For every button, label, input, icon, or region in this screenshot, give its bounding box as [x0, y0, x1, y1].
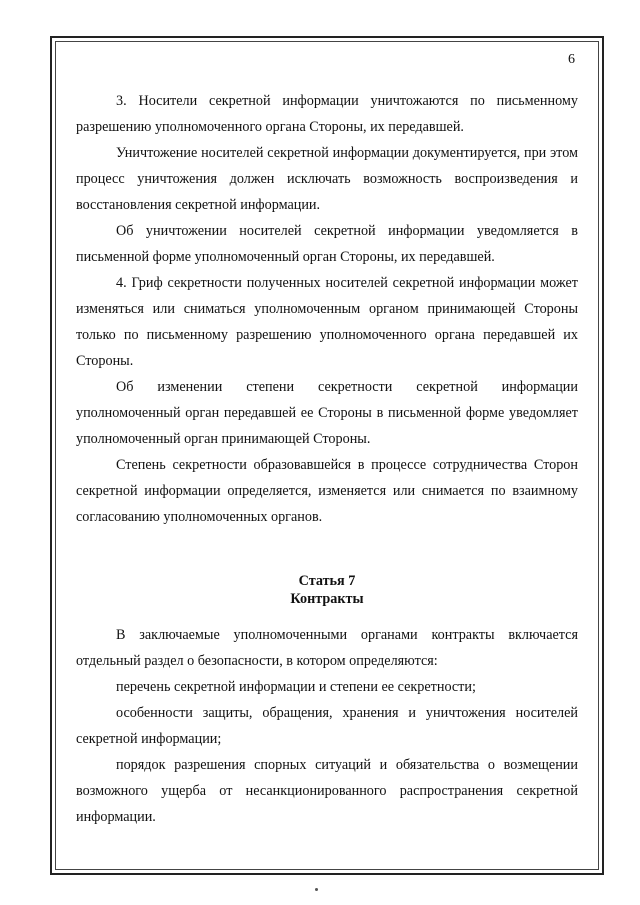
- paragraph: 4. Гриф секретности полученных носителей секретной информации может изменяться или сниматься уполномоченным органом принимающей Стороны только по письменному разрешению уполномоченного органа передавшей их Стороны.: [76, 275, 578, 369]
- paragraph: перечень секретной информации и степени ее секретности;: [116, 679, 476, 695]
- article-number: Статья 7: [298, 573, 356, 589]
- scan-dot: [315, 888, 318, 891]
- paragraph: 3. Носители секретной информации уничтожаются по письменному разрешению уполномоченного органа Стороны, их передавшей.: [76, 93, 578, 135]
- paragraph: особенности защиты, обращения, хранения и уничтожения носителей секретной информации;: [76, 705, 578, 747]
- text-block-lower: [76, 622, 578, 830]
- paragraph: Об уничтожении носителей секретной информации уведомляется в письменной форме уполномоченный орган Стороны, их передавшей.: [76, 223, 578, 265]
- paragraph: порядок разрешения спорных ситуаций и обязательства о возмещении возможного ущерба от несанкционированного распространения секретной информации.: [76, 757, 578, 825]
- paragraph: Степень секретности образовавшейся в процессе сотрудничества Сторон секретной информации определяется, изменяется или снимается по взаимному согласованию уполномоченных органов.: [76, 457, 578, 525]
- paragraph: Об изменении степени секретности секретной информации уполномоченный орган передавшей ее Стороны в письменной форме уведомляет уполномоченный орган принимающей Стороны.: [76, 379, 578, 447]
- page-number: 6: [568, 52, 575, 67]
- article-heading: [76, 572, 578, 608]
- article-title: Контракты: [290, 591, 364, 607]
- text-block-upper: [76, 88, 578, 530]
- paragraph: Уничтожение носителей секретной информации документируется, при этом процесс уничтожения должен исключать возможность воспроизведения и восстановления секретной информации.: [76, 145, 578, 213]
- paragraph: В заключаемые уполномоченными органами контракты включается отдельный раздел о безопасности, в котором определяются:: [76, 627, 578, 669]
